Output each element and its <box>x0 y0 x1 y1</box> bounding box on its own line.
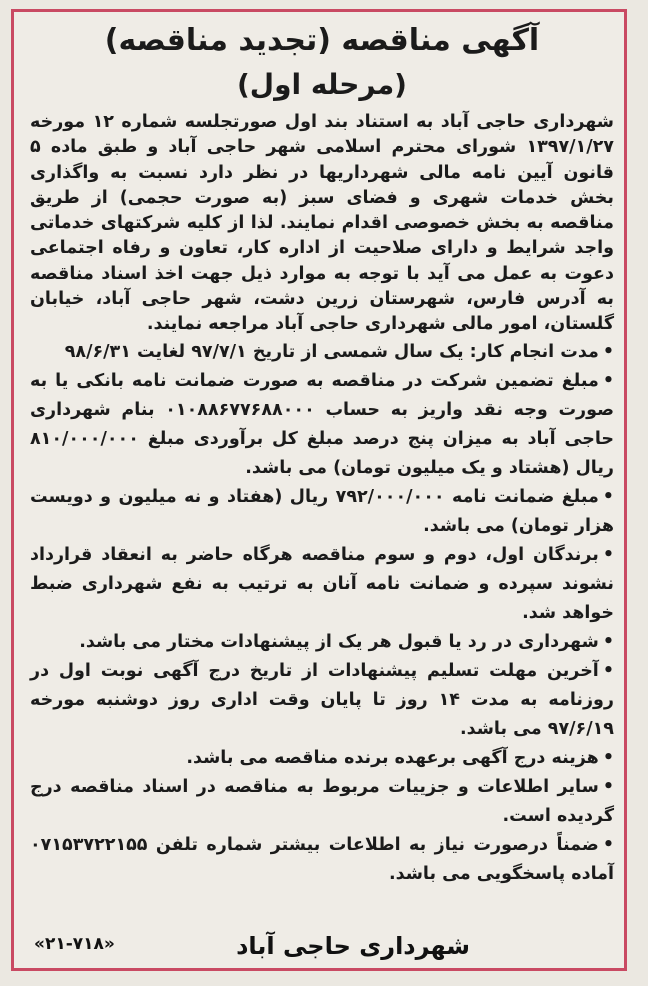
condition-item <box>30 744 614 773</box>
condition-item <box>30 773 614 831</box>
conditions-list <box>30 338 614 889</box>
bullet-icon: • <box>602 370 614 391</box>
condition-text: مدت انجام کار: یک سال شمسی از تاریخ ۹۷/۷/۱ لغایت ۹۸/۶/۳۱ <box>64 341 599 362</box>
condition-item <box>30 628 614 657</box>
condition-text: ضمناً درصورت نیاز به اطلاعات بیشتر شماره تلفن ۰۷۱۵۳۷۲۲۱۵۵ آماده پاسخگویی می باشد. <box>30 834 614 884</box>
bullet-icon: • <box>602 486 614 507</box>
notice-content <box>30 16 614 889</box>
condition-item <box>30 657 614 744</box>
condition-text: مبلغ ضمانت نامه ۷۹۲/۰۰۰/۰۰۰ ریال (هفتاد و نه میلیون و دویست هزار تومان) می باشد. <box>30 486 614 536</box>
signature: شهرداری حاجی آباد <box>236 932 470 960</box>
bullet-icon: • <box>602 776 614 797</box>
bullet-icon: • <box>602 544 614 565</box>
condition-text: شهرداری در رد یا قبول هر یک از پیشنهادات مختار می باشد. <box>79 631 599 652</box>
condition-text: هزینه درج آگهی برعهده برنده مناقصه می باشد. <box>186 747 599 768</box>
notice-footer <box>28 928 610 964</box>
condition-text: برندگان اول، دوم و سوم مناقصه هرگاه حاضر به انعقاد قرارداد نشوند سپرده و ضمانت نامه آنان به ترتیب به نفع شهرداری ضبط خواهد شد. <box>30 544 614 623</box>
condition-text: مبلغ تضمین شرکت در مناقصه به صورت ضمانت نامه بانکی یا به صورت وجه نقد واریز به حساب ۰۱۰۸۸۶۷۷۶۸۸۰۰۰ بنام شهرداری حاجی آباد به میزان پنج درصد مبلغ کل برآوردی مبلغ ۸۱۰/۰۰۰/۰۰۰ ریال (هشتاد و یک میلیون تومان) می باشد. <box>30 370 614 478</box>
notice-subtitle: (مرحله اول) <box>237 68 407 101</box>
bullet-icon: • <box>602 341 614 362</box>
notice-frame <box>11 9 627 971</box>
condition-item <box>30 367 614 483</box>
notice-intro: شهرداری حاجی آباد به استناد بند اول صورتجلسه شماره ۱۲ مورخه ۱۳۹۷/۱/۲۷ شورای محترم اسلامی شهر حاجی آباد و طبق ماده ۵ قانون آیین نامه مالی شهرداریها در نظر دارد نسبت به واگذاری بخش خدمات شهری و فضای سبز (به صورت حجمی) از طریق مناقصه به بخش خصوصی اقدام نمایند. لذا از کلیه شرکتهای خدماتی واجد شرایط و دارای صلاحیت از اداره کار، تعاون و رفاه اجتماعی دعوت به عمل می آید با توجه به موارد ذیل جهت اخذ اسناد مناقصه به آدرس فارس، شهرستان زرین دشت، شهر حاجی آباد، خیابان گلستان، امور مالی شهرداری حاجی آباد مراجعه نمایند. <box>30 112 615 335</box>
condition-item <box>30 483 614 541</box>
condition-item <box>30 541 614 628</box>
bullet-icon: • <box>602 747 614 768</box>
condition-item <box>30 338 614 367</box>
bullet-icon: • <box>602 660 614 681</box>
condition-item <box>30 831 614 889</box>
notice-title: آگهی مناقصه (تجدید مناقصه) <box>104 23 540 58</box>
bullet-icon: • <box>602 631 614 652</box>
condition-text: آخرین مهلت تسلیم پیشنهادات از تاریخ درج آگهی نوبت اول در روزنامه به مدت ۱۴ روز تا پایان وقت اداری روز دوشنبه مورخه ۹۷/۶/۱۹ می باشد. <box>30 660 614 739</box>
bullet-icon: • <box>602 834 614 855</box>
notice-code: «۲۱-۷۱۸» <box>34 934 115 954</box>
condition-text: سایر اطلاعات و جزییات مربوط به مناقصه در اسناد مناقصه درج گردیده است. <box>30 776 614 826</box>
